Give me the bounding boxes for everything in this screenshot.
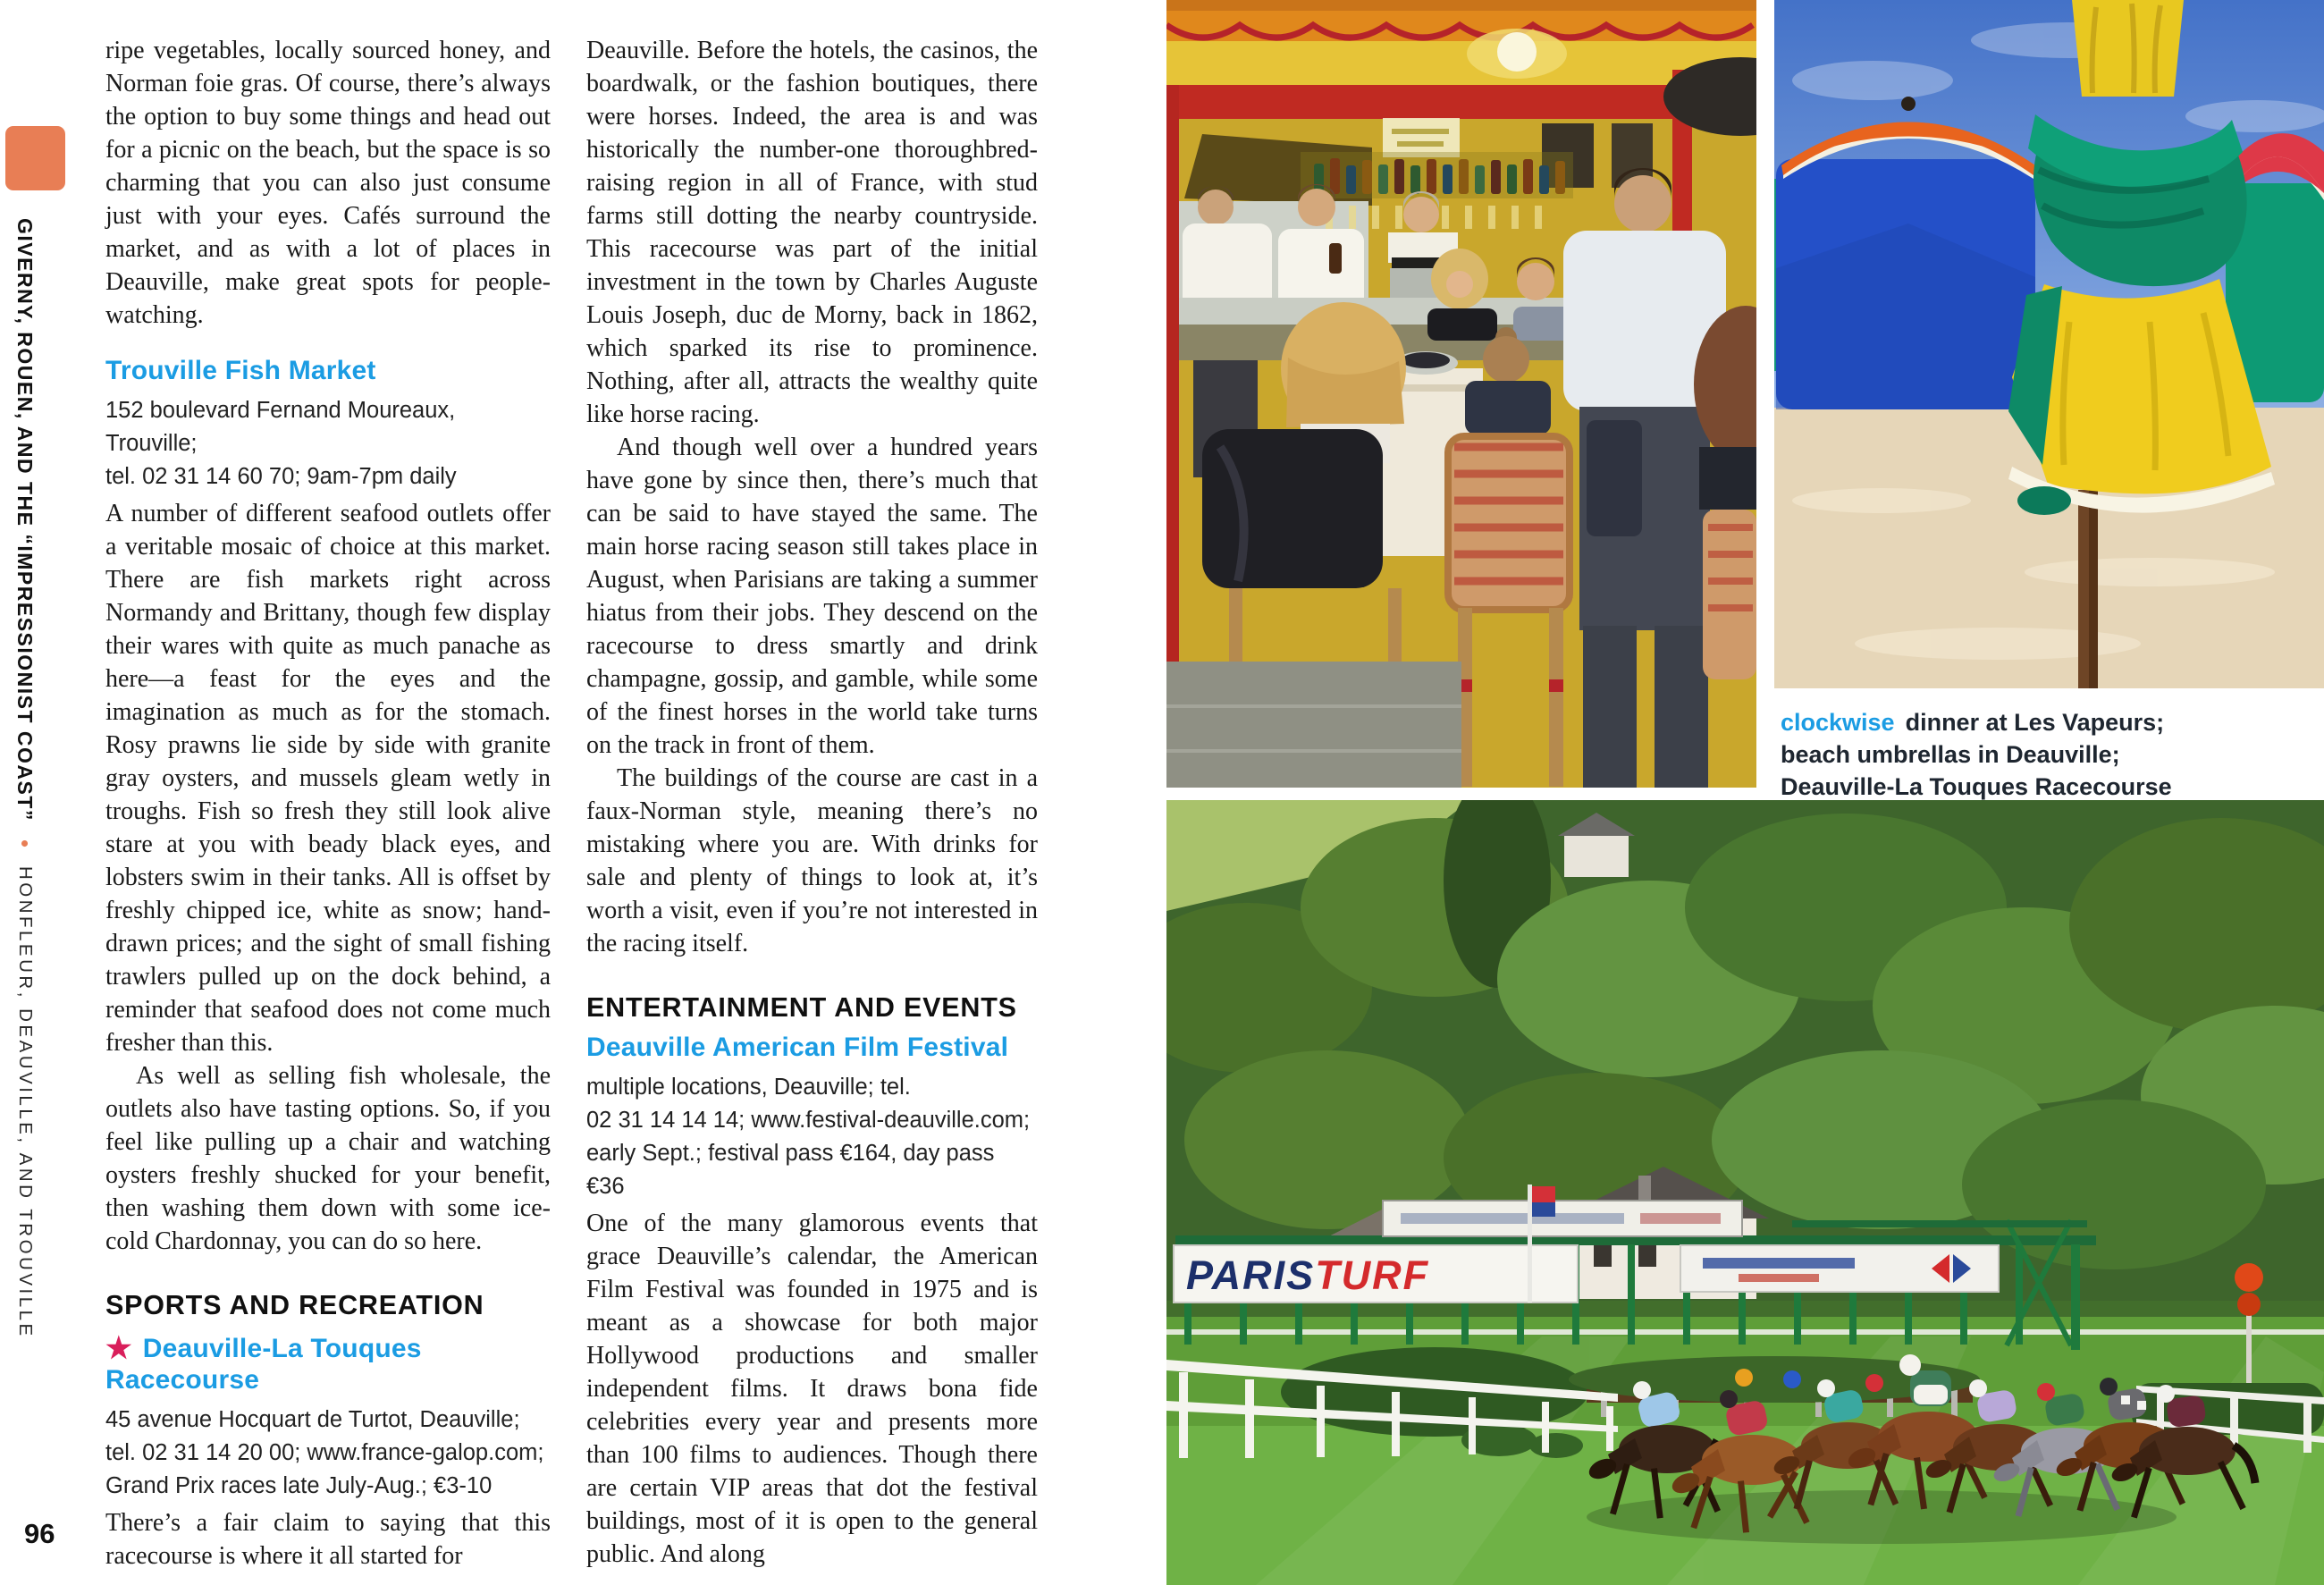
paragraph: There’s a fair claim to saying that this racecourse is where it all started for [105, 1509, 551, 1570]
listing-title-text: Deauville-La Touques Racecourse [105, 1334, 422, 1395]
awning [1166, 0, 1756, 41]
paragraph: A number of different seafood outlets offer a veritable mosaic of choice at this market. There are fish markets right across Normandy and Brittany, though few display their wares with quite as much panache as here—a feast for the eyes and the imagination as much as for the stomach. Rosy prawns lie side by side with granite gray oysters, and mussels gleam wetly in troughs. Fish so fresh they still look alive stare at you with beady black eyes, and lobsters swim in their tanks. All is offset by freshly chipped ice, white as snow; hand-drawn prices; and the sight of small fishing trawlers pulled up on the dock behind, a reminder that seafood does not come much fresher than this. [105, 500, 551, 1057]
photo-racecourse [1166, 800, 2324, 1585]
paragraph: As well as selling fish wholesale, the outlets also have tasting options. So, if you feel like pulling up a chair and watching oysters freshly shucked for your benefit, then washing them down with some ice-cold Chardonnay, you can do so here. [105, 1062, 551, 1255]
detail-line: multiple locations, Deauville; tel. [586, 1075, 911, 1100]
sidebar [11, 218, 38, 1345]
photo-restaurant-les-vapeurs [1166, 0, 1756, 788]
text-column-2 [586, 34, 1038, 1571]
intro-paragraph: ripe vegetables, locally sourced honey, and Norman foie gras. Of course, there’s always the option to buy some things and head out for a picnic on the beach, but the space is so charming that you can also just consume just with your eyes. Cafés surround the market, and as with a lot of places in Deauville, make great spots for people-watching. [105, 37, 551, 329]
carrefour-banner [1680, 1245, 1999, 1292]
banner-turf-text: TURF [1315, 1252, 1430, 1298]
star-icon: ★ [105, 1331, 132, 1364]
detail-line: 152 boulevard Fernand Moureaux, Trouville; [105, 398, 456, 456]
clairfontaine-sign [1383, 1201, 1742, 1236]
jockey-cap [1735, 1369, 1753, 1387]
jockey-cap [1783, 1370, 1801, 1388]
listing-details-racecourse [105, 1404, 551, 1503]
pack-shadow [1587, 1490, 2177, 1544]
svg-text:PARISTURF [1186, 1252, 1429, 1298]
paristurf-banner [1174, 1245, 1578, 1303]
photo-beach-umbrellas [1774, 0, 2324, 688]
paragraph: And though well over a hundred years have gone by since then, there’s much that can be said to have stayed the same. The main horse racing season still takes place in August, when Parisians are taking a summer hiatus from their jobs. They descend on the racecourse to dress smartly and drink champagne, gossip, and gamble, while some of the finest horses in the world take turns on the track in front of them. [586, 434, 1038, 759]
sidebar-chapter-label: GIVERNY, ROUEN, AND THE “IMPRESSIONIST COAST” [13, 218, 37, 822]
section-heading-entertainment: ENTERTAINMENT AND EVENTS [586, 992, 1017, 1023]
banner-paris-text: PARIS [1186, 1252, 1316, 1298]
text-column-1 [105, 34, 551, 1572]
detail-line: 02 31 14 14 14; www.festival-deauville.com; [586, 1108, 1031, 1133]
caption-body: dinner at Les Vapeurs; beach umbrellas in Deauville; Deauville-La Touques Racecourse [1781, 709, 2172, 800]
caption-lead: clockwise [1781, 709, 1895, 736]
detail-line: Grand Prix races late July-Aug.; €3-10 [105, 1473, 493, 1498]
listing-title-trouville-fish-market: Trouville Fish Market [105, 356, 376, 385]
section-heading-sports: SPORTS AND RECREATION [105, 1290, 484, 1320]
listing-details-film-festival [586, 1071, 1038, 1203]
paragraph: The buildings of the course are cast in a faux-Norman style, meaning there’s no mistaking where you are. With drinks for sale and plenty of things to look at, it’s worth a visit, even if you’re not interested in the racing itself. [586, 764, 1038, 957]
sidebar-section-label: HONFLEUR, DEAUVILLE, AND TROUVILLE [15, 865, 36, 1339]
listing-details-trouville [105, 394, 551, 493]
chapter-color-tab [5, 126, 65, 190]
photo-caption [1781, 706, 2211, 803]
detail-line: early Sept.; festival pass €164, day pass €36 [586, 1141, 995, 1199]
detail-line: 45 avenue Hocquart de Turtot, Deauville; [105, 1407, 520, 1432]
sidebar-bullet-icon: • [12, 839, 38, 848]
page-number: 96 [24, 1518, 55, 1549]
listing-title-racecourse [105, 1330, 551, 1395]
pavement [1166, 662, 1461, 788]
jockey-cap [1865, 1374, 1883, 1392]
seated-woman-right [1694, 306, 1756, 679]
listing-title-film-festival: Deauville American Film Festival [586, 1033, 1009, 1062]
paragraph: One of the many glamorous events that grace Deauville’s calendar, the American Film Festival was founded in 1975 and is meant as a showcase for both major Hollywood productions and smaller independent films. It draws bona fide celebrities every year and presents more than 100 films to audiences. Though there are certain VIP areas that dot the festival buildings, most of it is open to the general public. And along [586, 1210, 1038, 1568]
detail-line: tel. 02 31 14 20 00; www.france-galop.com; [105, 1440, 544, 1465]
paragraph: Deauville. Before the hotels, the casinos, the boardwalk, or the fashion boutiques, there were horses. Indeed, the area is and was historically the number-one thoroughbred-raising region in all of France, with stud farms still dotting the nearby countryside. This racecourse was part of the initial investment in the town by Charles Auguste Louis Joseph, duc de Morny, back in 1862, which sparked its rise to prominence. Nothing, after all, attracts the wealthy quite like horse racing. [586, 37, 1038, 428]
detail-line: tel. 02 31 14 60 70; 9am-7pm daily [105, 464, 457, 489]
